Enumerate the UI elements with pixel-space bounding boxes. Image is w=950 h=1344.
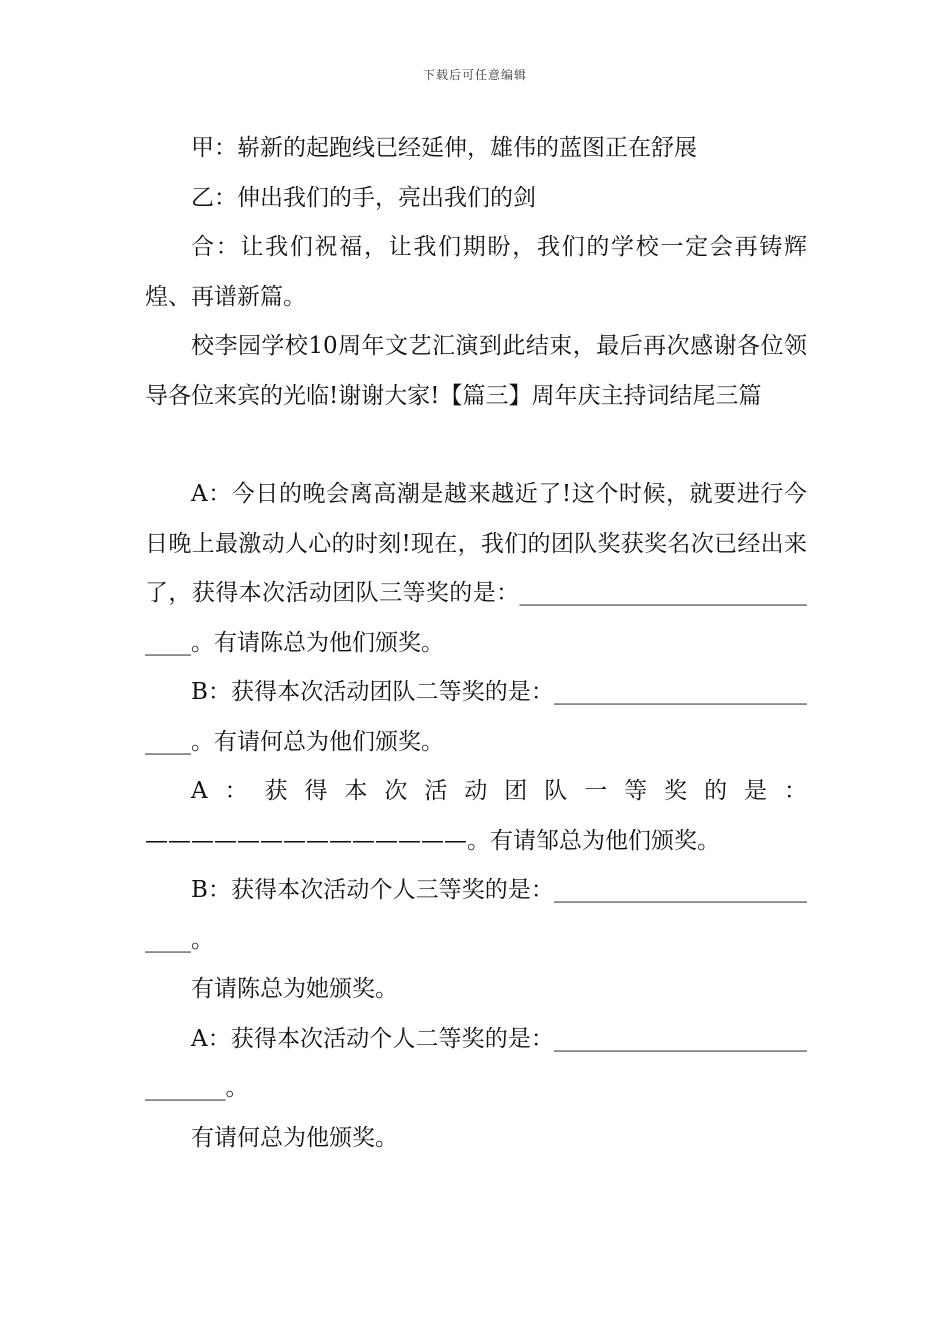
paragraph: B：获得本次活动团队二等奖的是：__________________________。有请何总为他们颁奖。 bbox=[145, 679, 807, 755]
paragraph: 乙：伸出我们的手，亮出我们的剑 bbox=[191, 184, 536, 211]
document-body bbox=[145, 124, 807, 1163]
paragraph: 校李园学校10周年文艺汇演到此结束，最后再次感谢各位领导各位来宾的光临!谢谢大家!【篇三】周年庆主持词结尾三篇 bbox=[145, 333, 807, 409]
blank-line bbox=[145, 421, 807, 470]
paragraph: B：获得本次活动个人三等奖的是：__________________________。 bbox=[145, 877, 807, 953]
paragraph: 有请何总为他颁奖。 bbox=[191, 1124, 398, 1151]
paragraph: A：获得本次活动个人二等奖的是：_____________________________。 bbox=[145, 1025, 807, 1101]
page-header: 下载后可任意编辑 bbox=[422, 68, 527, 82]
paragraph: 合：让我们祝福，让我们期盼，我们的学校一定会再铸辉煌、再谱新篇。 bbox=[145, 234, 807, 310]
paragraph: 有请陈总为她颁奖。 bbox=[191, 976, 398, 1002]
paragraph: A：获得本次活动团队一等奖的是：——————————————。有请邹总为他们颁奖。 bbox=[145, 778, 807, 854]
paragraph: 甲：崭新的起跑线已经延伸，雄伟的蓝图正在舒展 bbox=[191, 135, 697, 161]
paragraph: A：今日的晚会离高潮是越来越近了!这个时候，就要进行今日晚上最激动人心的时刻!现在，我们的团队奖获奖名次已经出来了，获得本次活动团队三等奖的是：_____________________________。有请陈总为他们颁奖。 bbox=[145, 481, 807, 656]
